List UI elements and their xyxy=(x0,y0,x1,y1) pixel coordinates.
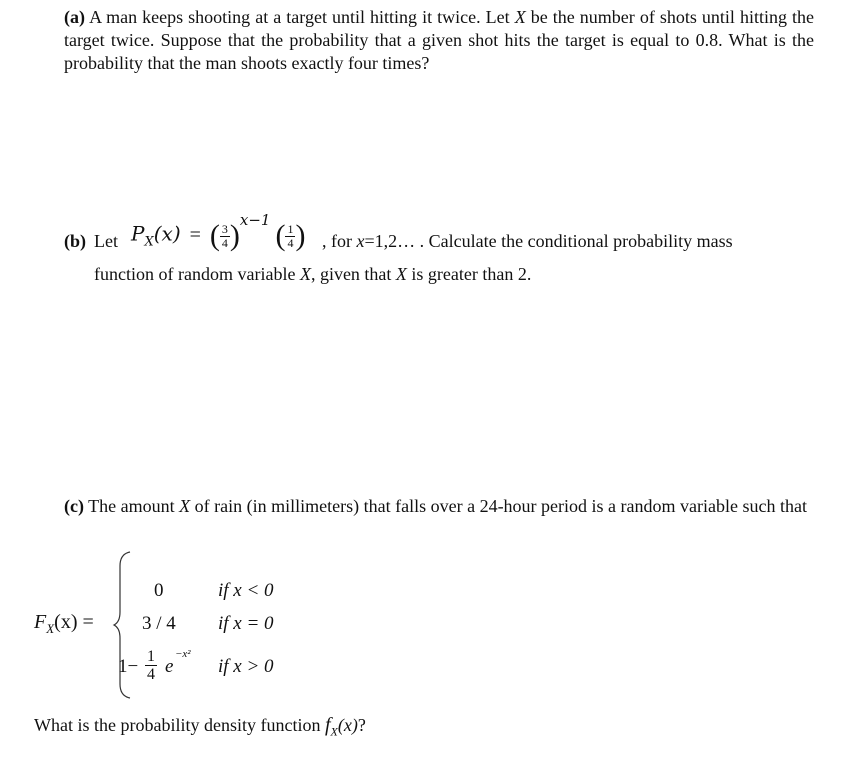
part-a-text-1: A man keeps shooting at a target until hitting it twice. Let xyxy=(89,7,515,27)
cdf-formula: $F_X(x)$ = 0 if x < 0 3 / 4 if x = 0 1− $\frac{1}{4}$ e −x² if x > 0 xyxy=(34,548,354,708)
part-a-label: (a) xyxy=(64,7,85,27)
part-c-text-2: of rain (in millimeters) that falls over a 24-hour period is a random variable such that xyxy=(190,496,807,516)
part-c-var-x: X xyxy=(179,496,191,516)
left-paren-icon: ( xyxy=(275,219,286,253)
part-c xyxy=(64,495,814,518)
fraction-one-quarter-case: $\frac{1}{4}$ xyxy=(147,648,155,683)
pmf-sub: X xyxy=(144,234,154,250)
part-b-let: Let xyxy=(94,231,118,251)
left-paren-icon: ( xyxy=(209,219,220,253)
pmf-lhs: P xyxy=(131,221,145,246)
fraction-one-quarter: $\frac{1}{4}$ xyxy=(287,221,294,250)
pmf-equals: = xyxy=(189,223,201,246)
part-c-label: (c) xyxy=(64,496,84,516)
pmf-arg: (x) xyxy=(153,221,181,246)
part-b-domain: , for x=1,2… . Calculate the conditional probability mass xyxy=(322,231,733,251)
part-c-question: What is the probability density function $f_X(x)$? xyxy=(34,714,366,739)
part-a-var-x: X xyxy=(514,7,526,27)
pmf-formula xyxy=(131,211,306,253)
right-paren-icon: ) xyxy=(229,219,240,253)
part-b-line-2: function of random variable X, given that X is greater than 2. xyxy=(94,264,532,284)
right-paren-icon: ) xyxy=(295,219,306,253)
part-c-text-1: The amount xyxy=(88,496,180,516)
part-a-text-2: be the number of shots until hitting the target twice. Suppose that the probability that a given shot hits the target is equal to 0.8. What is the probability that the man shoots exactly four times? xyxy=(64,7,815,73)
pmf-exponent: x−1 xyxy=(239,211,271,229)
part-a xyxy=(64,6,814,75)
cdf-lhs: $F_X(x)$ = xyxy=(34,611,94,636)
part-b-label: (b) xyxy=(64,231,86,251)
part-b-line-1 xyxy=(64,211,824,254)
fraction-three-quarters: $\frac{3}{4}$ xyxy=(221,221,228,250)
